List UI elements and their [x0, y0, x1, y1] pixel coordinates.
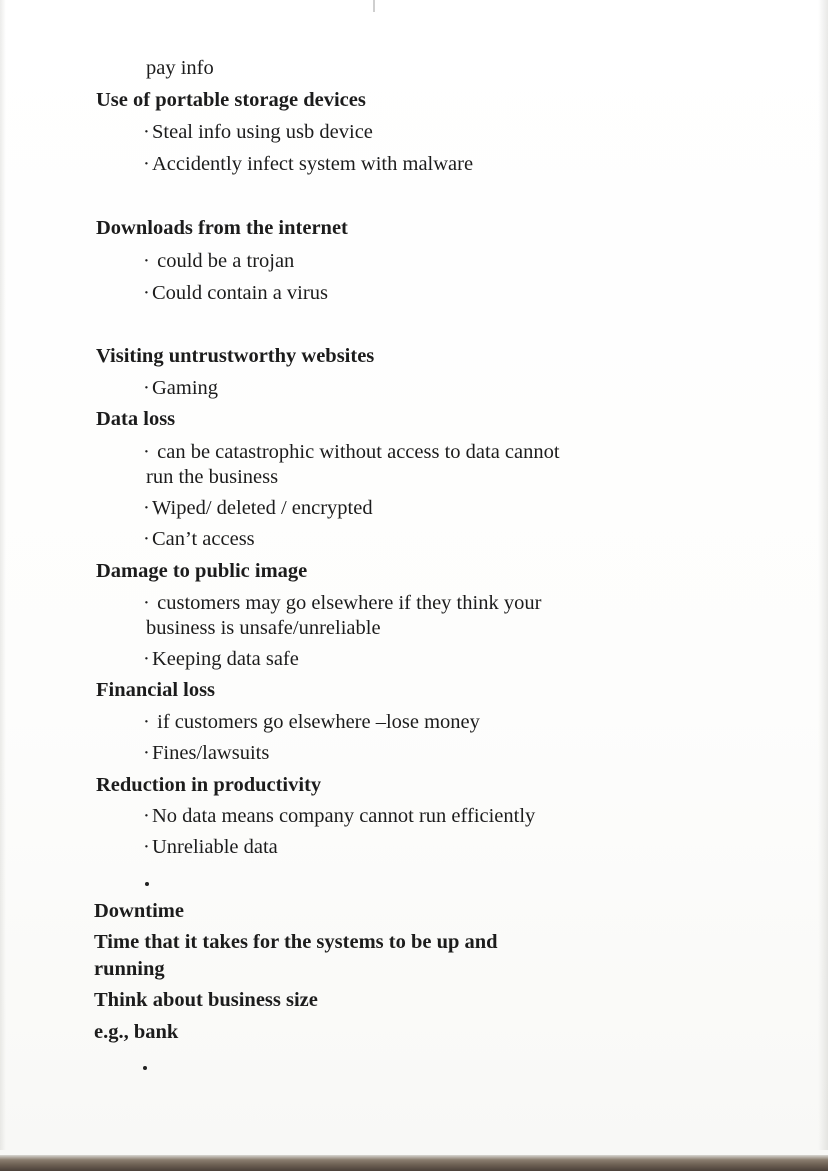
- bullet-text: Steal info using usb device: [152, 121, 373, 143]
- heading-public-image: Damage to public image: [96, 560, 308, 582]
- bullet-icon: ·: [143, 742, 150, 764]
- bullet-item: [143, 591, 541, 616]
- empty-bullet-icon: [145, 882, 149, 886]
- bullet-text-continued: run the business: [146, 466, 279, 488]
- bullet-text: Gaming: [152, 377, 219, 399]
- bullet-item: [143, 120, 373, 145]
- bullet-text: could be a trojan: [157, 250, 295, 272]
- bullet-icon: ·: [143, 592, 150, 614]
- continuation-text: pay info: [146, 57, 214, 79]
- heading-financial-loss: Financial loss: [96, 679, 216, 701]
- scan-bottom-edge: [0, 1155, 828, 1171]
- bullet-item: [143, 835, 278, 860]
- heading-downloads: Downloads from the internet: [96, 217, 348, 239]
- bullet-text-continued: business is unsafe/unreliable: [146, 617, 381, 639]
- bullet-item: [143, 440, 560, 465]
- bullet-item: [143, 741, 269, 766]
- bullet-item: [143, 152, 473, 177]
- bullet-text: Fines/lawsuits: [152, 742, 270, 764]
- bullet-text: Keeping data safe: [152, 648, 299, 670]
- bullet-text: Wiped/ deleted / encrypted: [152, 497, 373, 519]
- bullet-item: [143, 804, 535, 829]
- bullet-text: No data means company cannot run efficiently: [152, 805, 536, 827]
- bullet-item: [143, 710, 480, 735]
- bullet-text: can be catastrophic without access to data cannot: [157, 441, 560, 463]
- bullet-icon: ·: [143, 497, 150, 519]
- bullet-icon: ·: [143, 528, 150, 550]
- bullet-text: Could contain a virus: [152, 282, 328, 304]
- heading-productivity: Reduction in productivity: [96, 774, 322, 796]
- bullet-text: customers may go elsewhere if they think your: [157, 592, 542, 614]
- bullet-icon: ·: [143, 836, 150, 858]
- bullet-icon: ·: [143, 805, 150, 827]
- bullet-text: Can’t access: [152, 528, 255, 550]
- bullet-text: if customers go elsewhere –lose money: [157, 711, 480, 733]
- bullet-item: [143, 281, 328, 306]
- bullet-icon: ·: [143, 441, 150, 463]
- downtime-definition: Time that it takes for the systems to be up and: [94, 931, 498, 953]
- heading-portable-storage: Use of portable storage devices: [96, 89, 366, 111]
- scan-mark: [373, 0, 375, 12]
- downtime-definition-continued: running: [94, 958, 165, 980]
- downtime-example: e.g., bank: [94, 1021, 179, 1043]
- bullet-text: Unreliable data: [152, 836, 278, 858]
- bullet-item: [143, 376, 218, 401]
- bullet-item: [143, 249, 294, 274]
- heading-untrustworthy-websites: Visiting untrustworthy websites: [96, 345, 375, 367]
- bullet-icon: ·: [143, 250, 150, 272]
- bullet-item: [143, 647, 299, 672]
- bullet-icon: ·: [143, 153, 150, 175]
- bullet-item: [143, 527, 255, 552]
- heading-downtime: Downtime: [94, 900, 184, 922]
- heading-data-loss: Data loss: [96, 408, 176, 430]
- bullet-icon: ·: [143, 121, 150, 143]
- bullet-item: [143, 496, 373, 521]
- bullet-text: Accidently infect system with malware: [152, 153, 474, 175]
- bullet-icon: ·: [143, 282, 150, 304]
- empty-bullet-icon: [143, 1066, 147, 1070]
- bullet-icon: ·: [143, 711, 150, 733]
- downtime-note: Think about business size: [94, 989, 318, 1011]
- bullet-icon: ·: [143, 648, 150, 670]
- bullet-icon: ·: [143, 377, 150, 399]
